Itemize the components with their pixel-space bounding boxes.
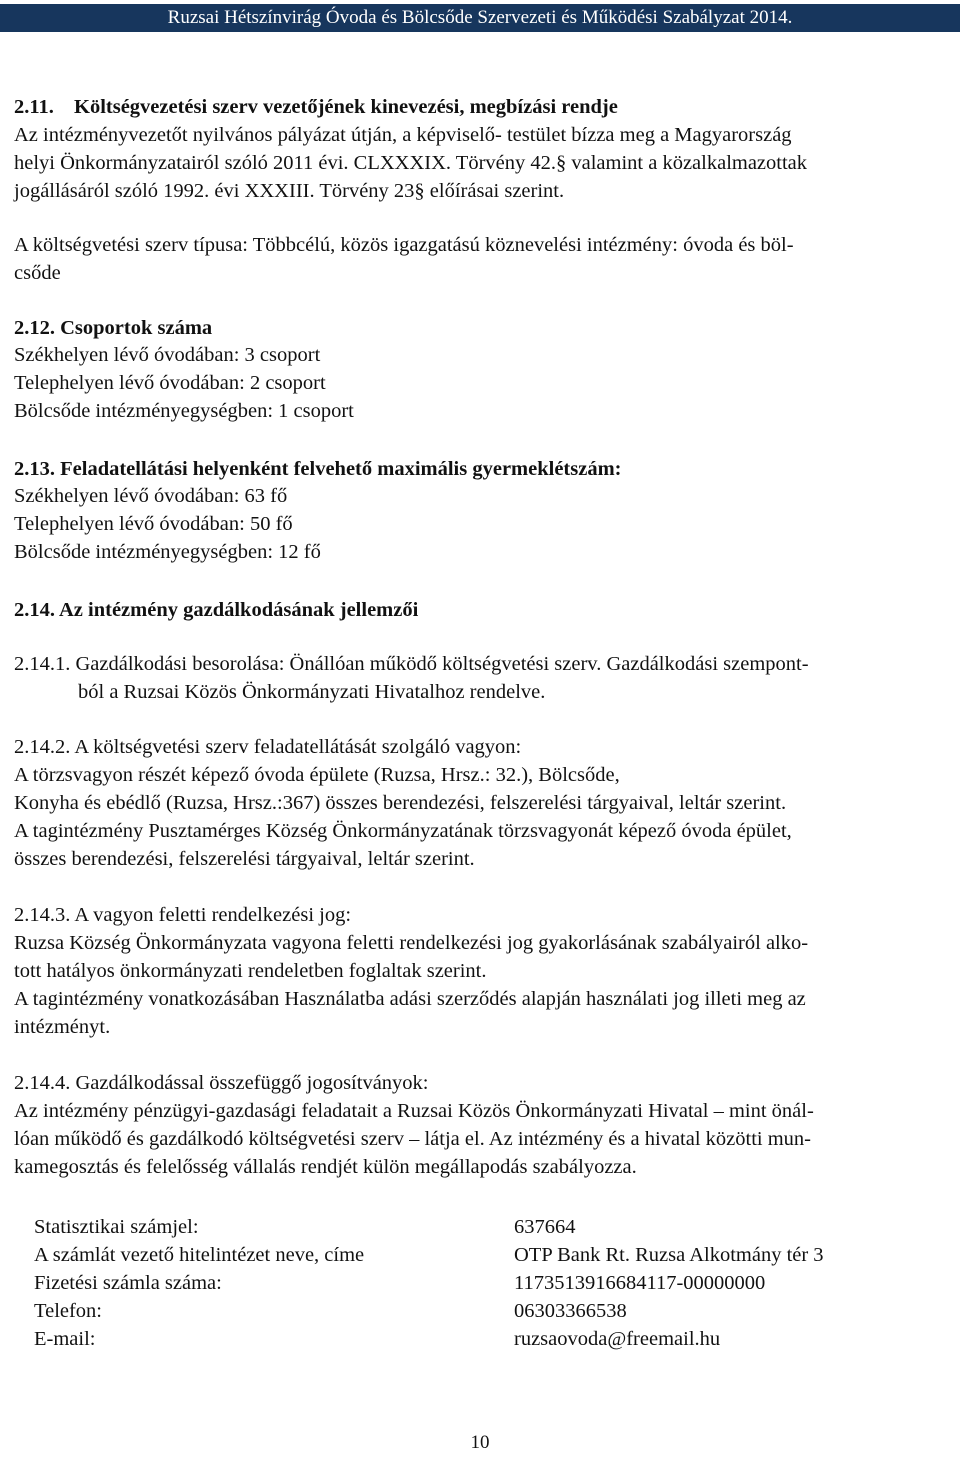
text-line: jogállásáról szóló 1992. évi XXXIII. Törvény 23§ előírásai szerint. [14, 180, 565, 202]
info-label: Fizetési számla száma: [34, 1272, 222, 1294]
section-title: Feladatellátási helyenként felvehető maximális gyermeklétszám: [60, 458, 622, 480]
text-line: A költségvetési szerv típusa: Többcélú, közös igazgatású köznevelési intézmény: óvoda és böl- [14, 234, 794, 256]
info-label: E-mail: [34, 1328, 96, 1350]
info-row [34, 1269, 934, 1297]
text-line: Az intézmény pénzügyi-gazdasági feladatait a Ruzsai Közös Önkormányzati Hivatal – mint önál- [14, 1100, 814, 1122]
text-line: kamegosztás és felelősség vállalás rendjét külön megállapodás szabályozza. [14, 1156, 637, 1178]
info-label: Statisztikai számjel: [34, 1216, 199, 1238]
text-line: Bölcsőde intézményegységben: 1 csoport [14, 400, 354, 422]
info-row [34, 1297, 934, 1325]
info-value: OTP Bank Rt. Ruzsa Alkotmány tér 3 [514, 1244, 824, 1266]
text-line: 2.14.1. Gazdálkodási besorolása: Önállóan működő költségvetési szerv. Gazdálkodási szempont- [14, 653, 809, 675]
text-line: Konyha és ebédlő (Ruzsa, Hrsz.:367) összes berendezési, felszerelési tárgyaival, leltár szerint. [14, 792, 787, 814]
text-line: ból a Ruzsai Közös Önkormányzati Hivatalhoz rendelve. [78, 681, 546, 703]
info-value: 117351391668411​7-00000000 [514, 1272, 766, 1294]
section-number: 2.11. [14, 96, 54, 118]
text-line: Ruzsa Község Önkormányzata vagyona feletti rendelkezési jog gyakorlásának szabályairól alko- [14, 932, 809, 954]
section-2-12-heading [14, 314, 212, 342]
text-line: csőde [14, 262, 61, 284]
info-label: Telefon: [34, 1300, 103, 1322]
text-line: tott hatályos önkormányzati rendeletben foglaltak szerint. [14, 960, 487, 982]
section-2-11-heading [14, 93, 618, 121]
text-line: 2.14.3. A vagyon feletti rendelkezési jog: [14, 904, 352, 926]
section-2-14-heading [14, 596, 418, 624]
text-line: összes berendezési, felszerelési tárgyaival, leltár szerint. [14, 848, 475, 870]
info-row [34, 1325, 934, 1353]
text-line: Székhelyen lévő óvodában: 63 fő [14, 485, 288, 507]
section-title: Az intézmény gazdálkodásának jellemzői [59, 599, 419, 621]
text-line: lóan működő és gazdálkodó költségvetési szerv – látja el. Az intézmény és a hivatal közötti mun- [14, 1128, 811, 1150]
text-line: Az intézményvezetőt nyilvános pályázat útján, a képviselő- testület bízza meg a Magyarország [14, 124, 792, 146]
text-line: Bölcsőde intézményegységben: 12 fő [14, 541, 321, 563]
section-number: 2.12. [14, 317, 55, 339]
info-value: 06303366538 [514, 1300, 627, 1322]
section-title: Csoportok száma [60, 317, 213, 339]
text-line: 2.14.4. Gazdálkodással összefüggő jogosítványok: [14, 1072, 429, 1094]
text-line: Telephelyen lévő óvodában: 50 fő [14, 513, 293, 535]
text-line: Székhelyen lévő óvodában: 3 csoport [14, 344, 321, 366]
section-number: 2.14. [14, 599, 55, 621]
text-line: A tagintézmény vonatkozásában Használatba adási szerződés alapján használati jog illeti meg az [14, 988, 806, 1010]
document-header: Ruzsai Hétszínvirág Óvoda és Bölcsőde Szervezeti és Működési Szabályzat 2014. [0, 4, 960, 32]
text-line: intézményt. [14, 1016, 111, 1038]
text-line: A törzsvagyon részét képező óvoda épülete (Ruzsa, Hrsz.: 32.), Bölcsőde, [14, 764, 620, 786]
text-line: Telephelyen lévő óvodában: 2 csoport [14, 372, 326, 394]
page-number: 10 [470, 1432, 490, 1453]
section-2-13-heading [14, 455, 621, 483]
text-line: 2.14.2. A költségvetési szerv feladatellátását szolgáló vagyon: [14, 736, 522, 758]
text-line: helyi Önkormányzatairól szóló 2011 évi. CLXXXIX. Törvény 42.§ valamint a közalkalmazottak [14, 152, 808, 174]
info-row [34, 1241, 934, 1269]
info-value: ruzsaovoda@freemail.hu [514, 1328, 721, 1350]
info-row [34, 1213, 934, 1241]
info-label: A számlát vezető hitelintézet neve, címe [34, 1244, 365, 1266]
text-line: A tagintézmény Pusztamérges Község Önkormányzatának törzsvagyonát képező óvoda épület, [14, 820, 792, 842]
section-title: Költségvezetési szerv vezetőjének kinevezési, megbízási rendje [74, 96, 618, 118]
section-number: 2.13. [14, 458, 55, 480]
info-value: 637664 [514, 1216, 576, 1238]
